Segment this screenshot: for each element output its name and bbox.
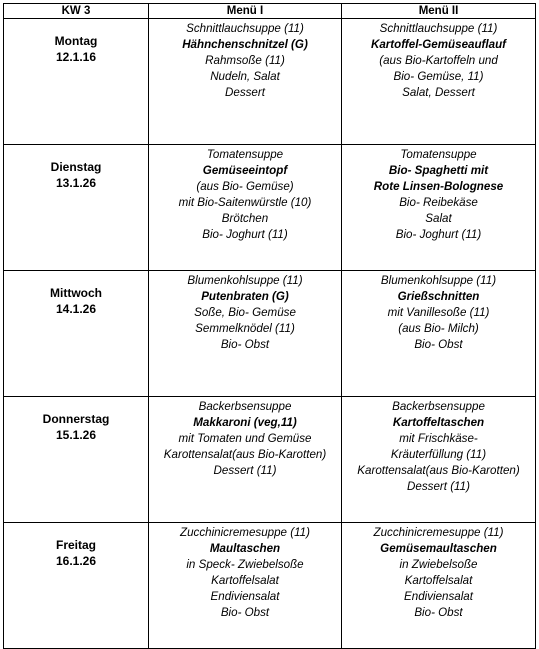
- menu2-cell: [342, 145, 536, 271]
- menu1-cell: [149, 145, 342, 271]
- menu-line: Kartoffelsalat: [404, 574, 473, 587]
- menu-line: Nudeln, Salat: [210, 70, 280, 83]
- menu-line: Blumenkohlsuppe (11): [187, 274, 303, 287]
- menu-line: Bio- Obst: [414, 606, 463, 619]
- day-row: [4, 397, 536, 523]
- menu-line: (aus Bio- Gemüse): [196, 180, 294, 193]
- day-cell: [4, 19, 149, 145]
- menu-line: (aus Bio- Milch): [398, 322, 479, 335]
- menu-line: Tomatensuppe: [206, 148, 284, 161]
- menu-line: Bio- Obst: [414, 338, 463, 351]
- day-cell: [4, 271, 149, 397]
- day-name: Mittwoch: [50, 286, 102, 300]
- menu-line: Zucchinicremesuppe (11): [180, 526, 310, 539]
- header-row: [4, 4, 536, 19]
- dish-name: Makkaroni (veg,11): [193, 416, 297, 429]
- menu-line: Rahmsoße (11): [205, 54, 285, 67]
- menu-line: Dessert (11): [407, 480, 470, 493]
- day-name: Donnerstag: [42, 412, 110, 426]
- menu-line: Salat, Dessert: [402, 86, 475, 99]
- menu1-header: Menü I: [149, 4, 342, 19]
- menu-line: Backerbsensuppe: [198, 400, 292, 413]
- menu-line: Kräuterfüllung (11): [390, 448, 487, 461]
- day-cell: [4, 145, 149, 271]
- dish-name: Hähnchenschnitzel (G): [182, 38, 308, 51]
- menu-line: Bio- Gemüse, 11): [393, 70, 484, 83]
- menu-line: Endiviensalat: [404, 590, 473, 603]
- menu-line: Backerbsensuppe: [392, 400, 485, 413]
- menu-line: in Zwiebelsoße: [399, 558, 478, 571]
- day-row: [4, 19, 536, 145]
- menu2-cell: [342, 523, 536, 649]
- day-row: [4, 145, 536, 271]
- menu-line: Karottensalat(aus Bio-Karotten): [357, 464, 520, 477]
- menu2-header: Menü II: [342, 4, 536, 19]
- week-header: KW 3: [4, 4, 149, 19]
- dish-name: Bio- Spaghetti mit: [388, 164, 489, 177]
- dish-name: Putenbraten (G): [201, 290, 289, 303]
- menu-line: mit Vanillesoße (11): [387, 306, 490, 319]
- day-date: 12.1.16: [55, 50, 97, 64]
- menu1-cell: [149, 271, 342, 397]
- menu-line: Dessert: [225, 86, 265, 99]
- day-row: [4, 523, 536, 649]
- day-date: 14.1.26: [55, 302, 97, 316]
- menu-line: mit Frischkäse-: [399, 432, 478, 445]
- menu1-cell: [149, 19, 342, 145]
- dish-name: Gemüsemaultaschen: [380, 542, 497, 555]
- menu-line: Soße, Bio- Gemüse: [194, 306, 296, 319]
- menu-line: in Speck- Zwiebelsoße: [186, 558, 304, 571]
- menu-line: Schnittlauchsuppe (11): [186, 22, 304, 35]
- menu2-cell: [342, 19, 536, 145]
- menu-line: (aus Bio-Kartoffeln und: [379, 54, 498, 67]
- menu-line: Bio- Joghurt (11): [395, 228, 482, 241]
- day-date: 16.1.26: [55, 554, 97, 568]
- menu-line: Bio- Obst: [220, 338, 270, 351]
- dish-name: Maultaschen: [209, 542, 281, 555]
- dish-name: Grießschnitten: [397, 290, 480, 303]
- menu-line: Zucchinicremesuppe (11): [373, 526, 504, 539]
- dish-name: Gemüseeintopf: [202, 164, 288, 177]
- dish-name: Rote Linsen-Bolognese: [373, 180, 504, 193]
- day-name: Freitag: [55, 538, 96, 552]
- menu-line: Karottensalat(aus Bio-Karotten): [163, 448, 327, 461]
- day-name: Dienstag: [50, 160, 102, 174]
- menu-line: Blumenkohlsuppe (11): [380, 274, 497, 287]
- menu2-cell: [342, 397, 536, 523]
- day-name: Montag: [54, 34, 98, 48]
- dish-name: Kartoffeltaschen: [392, 416, 485, 429]
- day-date: 15.1.26: [55, 428, 97, 442]
- day-date: 13.1.26: [55, 176, 97, 190]
- menu-line: Bio- Obst: [220, 606, 270, 619]
- menu1-cell: [149, 523, 342, 649]
- menu-line: Kartoffelsalat: [211, 574, 279, 587]
- day-cell: [4, 523, 149, 649]
- menu-line: Endiviensalat: [210, 590, 280, 603]
- menu-line: Brötchen: [221, 212, 269, 225]
- menu-line: mit Tomaten und Gemüse: [178, 432, 312, 445]
- menu-line: Bio- Reibekäse: [399, 196, 478, 209]
- menu-line: Semmelknödel (11): [195, 322, 295, 335]
- menu-line: Salat: [425, 212, 452, 225]
- day-row: [4, 271, 536, 397]
- menu1-cell: [149, 397, 342, 523]
- weekly-menu-table: [3, 3, 536, 649]
- menu-line: Schnittlauchsuppe (11): [379, 22, 498, 35]
- menu-line: Tomatensuppe: [400, 148, 477, 161]
- dish-name: Kartoffel-Gemüseauflauf: [370, 38, 507, 51]
- menu2-cell: [342, 271, 536, 397]
- menu-line: mit Bio-Saitenwürstle (10): [178, 196, 312, 209]
- menu-line: Dessert (11): [213, 464, 277, 477]
- menu-line: Bio- Joghurt (11): [202, 228, 288, 241]
- day-cell: [4, 397, 149, 523]
